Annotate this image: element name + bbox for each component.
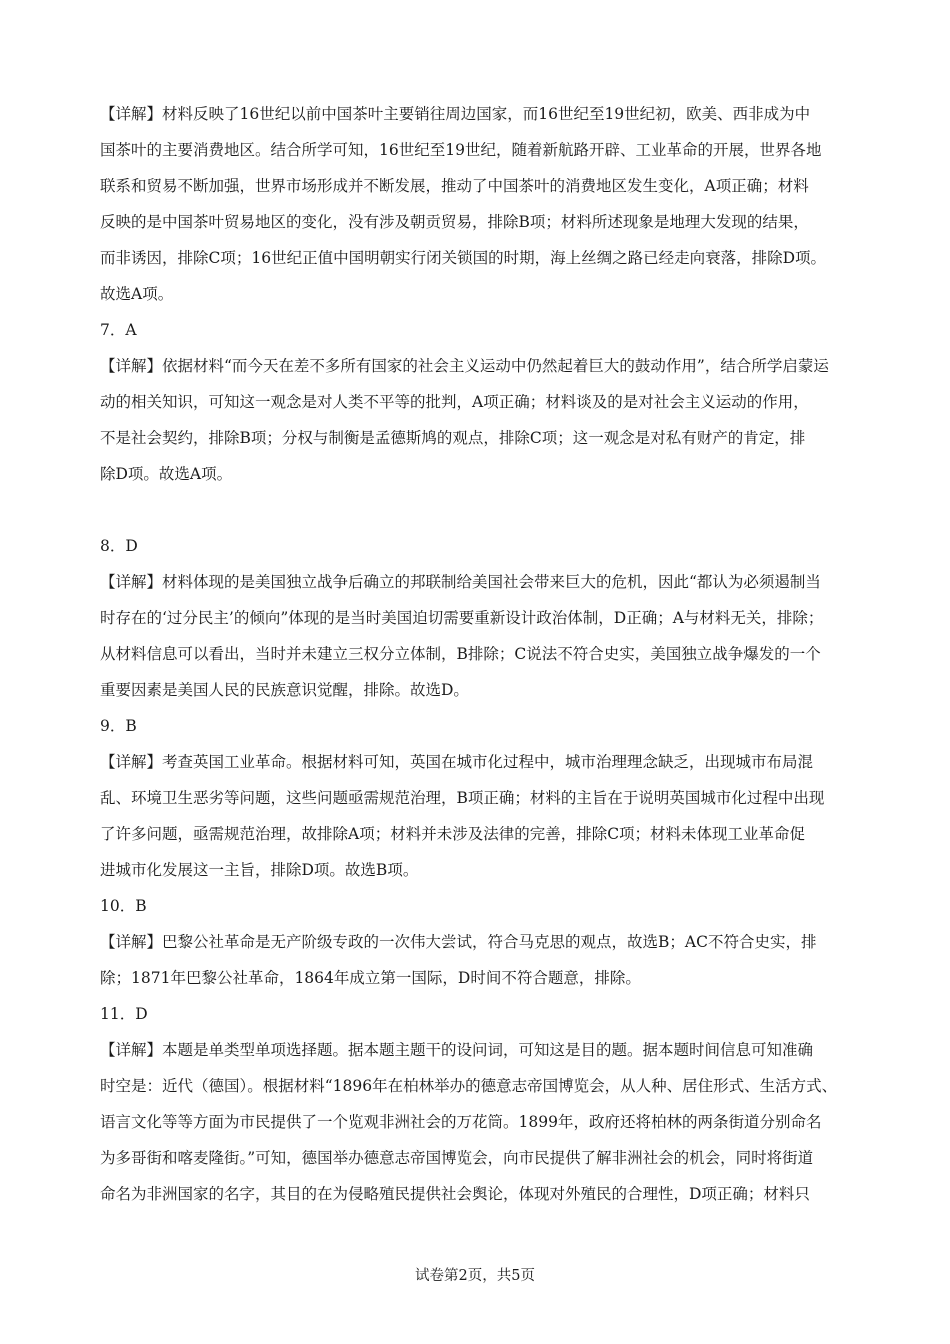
explanation-line: 不是社会契约，排除B项；分权与制衡是孟德斯鸠的观点，排除C项；这一观念是对私有财产的肯定，排	[100, 429, 806, 447]
explanation-line: 为多哥街和喀麦隆街。”可知，德国举办德意志帝国博览会，向市民提供了解非洲社会的机会，同时将街道	[100, 1149, 814, 1167]
explanation-line: 时空是：近代（德国）。根据材料“1896年在柏林举办的德意志帝国博览会，从人种、居住形式、生活方式、	[100, 1077, 838, 1095]
explanation-line: 故选A项。	[100, 285, 174, 303]
explanation-line: 反映的是中国茶叶贸易地区的变化，没有涉及朝贡贸易，排除B项；材料所述现象是地理大发现的结果，	[100, 213, 809, 231]
answer-heading: 11．D	[100, 1005, 148, 1023]
explanation-line: 乱、环境卫生恶劣等问题，这些问题亟需规范治理，B项正确；材料的主旨在于说明英国城市化过程中出现	[100, 789, 825, 807]
explanation-line: 语言文化等等方面为市民提供了一个览观非洲社会的万花筒。1899年，政府还将柏林的两条街道分别命名	[100, 1113, 822, 1131]
explanation-line: 而非诱因，排除C项；16世纪正值中国明朝实行闭关锁国的时期，海上丝绸之路已经走向衰落，排除D项。	[100, 249, 827, 267]
page-footer: 试卷第2页，共5页	[415, 1268, 535, 1284]
blank-space	[100, 492, 856, 528]
explanation-line: 国茶叶的主要消费地区。结合所学可知，16世纪至19世纪，随着新航路开辟、工业革命的开展，世界各地	[100, 141, 822, 159]
explanation-line: 进城市化发展这一主旨，排除D项。故选B项。	[100, 861, 419, 879]
answer-heading: 10．B	[100, 897, 147, 915]
explanation-line: 联系和贸易不断加强，世界市场形成并不断发展，推动了中国茶叶的消费地区发生变化，A项正确；材料	[100, 177, 809, 195]
explanation-line: 【详解】材料反映了16世纪以前中国茶叶主要销往周边国家，而16世纪至19世纪初，欧美、西非成为中	[100, 105, 811, 123]
explanation-line: 除；1871年巴黎公社革命，1864年成立第一国际，D时间不符合题意，排除。	[100, 969, 641, 987]
explanation-line: 从材料信息可以看出，当时并未建立三权分立体制，B排除；C说法不符合史实，美国独立战争爆发的一个	[100, 645, 821, 663]
explanation-line: 动的相关知识，可知这一观念是对人类不平等的批判，A项正确；材料谈及的是对社会主义运动的作用，	[100, 393, 809, 411]
explanation-line: 【详解】材料体现的是美国独立战争后确立的邦联制给美国社会带来巨大的危机，因此“都认为必须遏制当	[100, 573, 821, 591]
explanation-line: 时存在的‘过分民主’的倾向”体现的是当时美国迫切需要重新设计政治体制，D正确；A与材料无关，排除；	[100, 609, 824, 627]
answer-heading: 7．A	[100, 321, 137, 339]
answer-heading: 9．B	[100, 717, 137, 735]
explanation-line: 【详解】本题是单类型单项选择题。据本题主题干的设问词，可知这是目的题。据本题时间信息可知准确	[100, 1041, 814, 1059]
question-10	[100, 888, 856, 996]
answer-content	[100, 96, 856, 1212]
explanation-line: 【详解】巴黎公社革命是无产阶级专政的一次伟大尝试，符合马克思的观点，故选B；AC不符合史实，排	[100, 933, 817, 951]
question-7	[100, 312, 856, 492]
explanation-q6	[100, 96, 856, 312]
question-9	[100, 708, 856, 888]
question-8	[100, 528, 856, 708]
explanation-line: 【详解】依据材料“而今天在差不多所有国家的社会主义运动中仍然起着巨大的鼓动作用”，结合所学启蒙运	[100, 357, 829, 375]
explanation-line: 命名为非洲国家的名字，其目的在为侵略殖民提供社会舆论，体现对外殖民的合理性，D项正确；材料只	[100, 1185, 810, 1203]
explanation-line: 了许多问题，亟需规范治理，故排除A项；材料并未涉及法律的完善，排除C项；材料未体现工业革命促	[100, 825, 806, 843]
question-11	[100, 996, 856, 1212]
answer-heading: 8．D	[100, 537, 138, 555]
explanation-line: 【详解】考查英国工业革命。根据材料可知，英国在城市化过程中，城市治理理念缺乏，出现城市布局混	[100, 753, 814, 771]
explanation-line: 除D项。故选A项。	[100, 465, 233, 483]
explanation-line: 重要因素是美国人民的民族意识觉醒，排除。故选D。	[100, 681, 469, 699]
